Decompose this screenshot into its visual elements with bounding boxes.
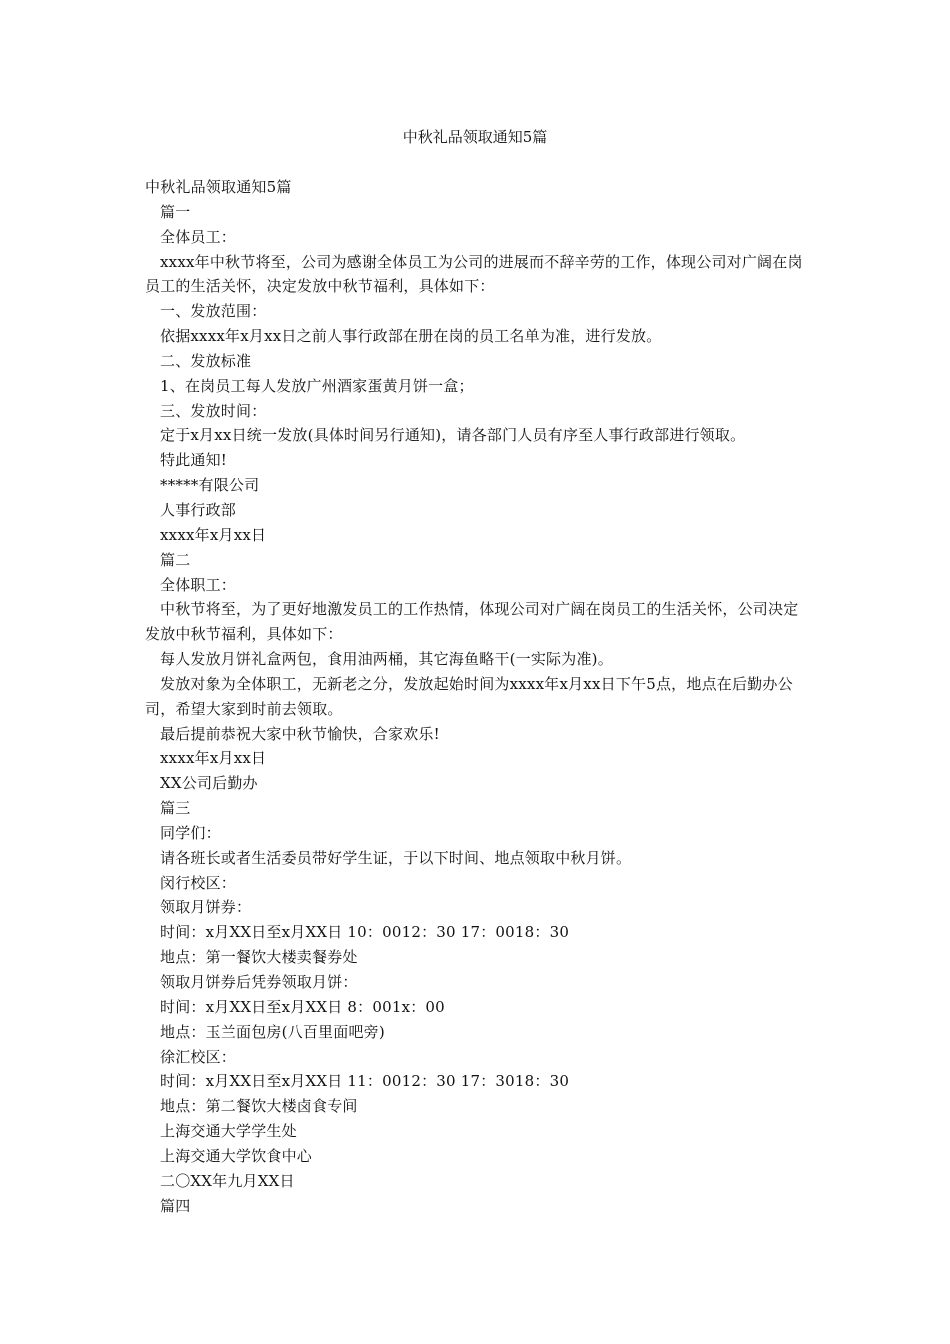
paragraph: 三、发放时间：	[160, 401, 267, 420]
paragraph: xxxx年中秋节将至，公司为感谢全体员工为公司的进展而不辞辛劳的工作，体现公司对广阔在岗员工的生活关怀，决定发放中秋节福利，具体如下：	[145, 252, 803, 296]
salutation: 全体职工：	[160, 575, 237, 594]
doc-heading: 中秋礼品领取通知5篇	[145, 178, 292, 196]
signature-date: xxxx年x月xx日	[160, 525, 267, 544]
document-body	[145, 175, 805, 1218]
document-title: 中秋礼品领取通知5篇	[402, 128, 548, 146]
paragraph: 二、发放标准	[160, 351, 252, 370]
signature-office: 上海交通大学饮食中心	[160, 1146, 313, 1165]
section-heading-4: 篇四	[160, 1196, 191, 1215]
paragraph: 一、发放范围：	[160, 302, 267, 321]
paragraph: 中秋节将至，为了更好地激发员工的工作热情，体现公司对广阔在岗员工的生活关怀，公司决定发放中秋节福利，具体如下：	[145, 600, 799, 644]
paragraph: 1、在岗员工每人发放广州酒家蛋黄月饼一盒；	[160, 376, 474, 395]
paragraph: 请各班长或者生活委员带好学生证，于以下时间、地点领取中秋月饼。	[160, 848, 632, 867]
paragraph: 时间：x月XX日至x月XX日 8：001x：00	[160, 997, 445, 1016]
signature-department: XX公司后勤办	[160, 774, 258, 793]
section-heading-1: 篇一	[160, 202, 191, 221]
paragraph: 最后提前恭祝大家中秋节愉快，合家欢乐!	[160, 724, 440, 743]
paragraph: 地点：第一餐饮大楼卖餐券处	[160, 948, 358, 967]
signature-date: 二〇XX年九月XX日	[160, 1171, 295, 1190]
signature-company: *****有限公司	[160, 476, 260, 495]
salutation: 全体员工：	[160, 227, 237, 246]
paragraph: 时间：x月XX日至x月XX日 10：0012：30 17：0018：30	[160, 923, 570, 942]
paragraph: 地点：玉兰面包房(八百里面吧旁)	[160, 1022, 385, 1041]
salutation: 同学们：	[160, 823, 221, 842]
paragraph: 地点：第二餐饮大楼卤食专间	[160, 1097, 358, 1116]
paragraph: 特此通知!	[160, 451, 228, 470]
signature-date: xxxx年x月xx日	[160, 749, 267, 768]
section-heading-2: 篇二	[160, 550, 191, 569]
signature-department: 人事行政部	[160, 500, 237, 519]
paragraph: 每人发放月饼礼盒两包，食用油两桶，其它海鱼略干(一实际为准)。	[160, 650, 613, 669]
signature-office: 上海交通大学学生处	[160, 1122, 297, 1141]
paragraph: 依据xxxx年x月xx日之前人事行政部在册在岗的员工名单为准，进行发放。	[160, 327, 662, 346]
paragraph: 时间：x月XX日至x月XX日 11：0012：30 17：3018：30	[160, 1072, 570, 1091]
paragraph: 领取月饼券后凭券领取月饼：	[160, 973, 358, 991]
paragraph: 徐汇校区：	[160, 1047, 237, 1066]
paragraph: 定于x月xx日统一发放(具体时间另行通知)，请各部门人员有序至人事行政部进行领取。	[160, 426, 746, 445]
paragraph: 发放对象为全体职工，无新老之分，发放起始时间为xxxx年x月xx日下午5点，地点在后勤办公司，希望大家到时前去领取。	[145, 674, 793, 718]
section-heading-3: 篇三	[160, 799, 191, 818]
paragraph: 闵行校区：	[160, 873, 237, 892]
paragraph: 领取月饼券：	[160, 898, 252, 917]
